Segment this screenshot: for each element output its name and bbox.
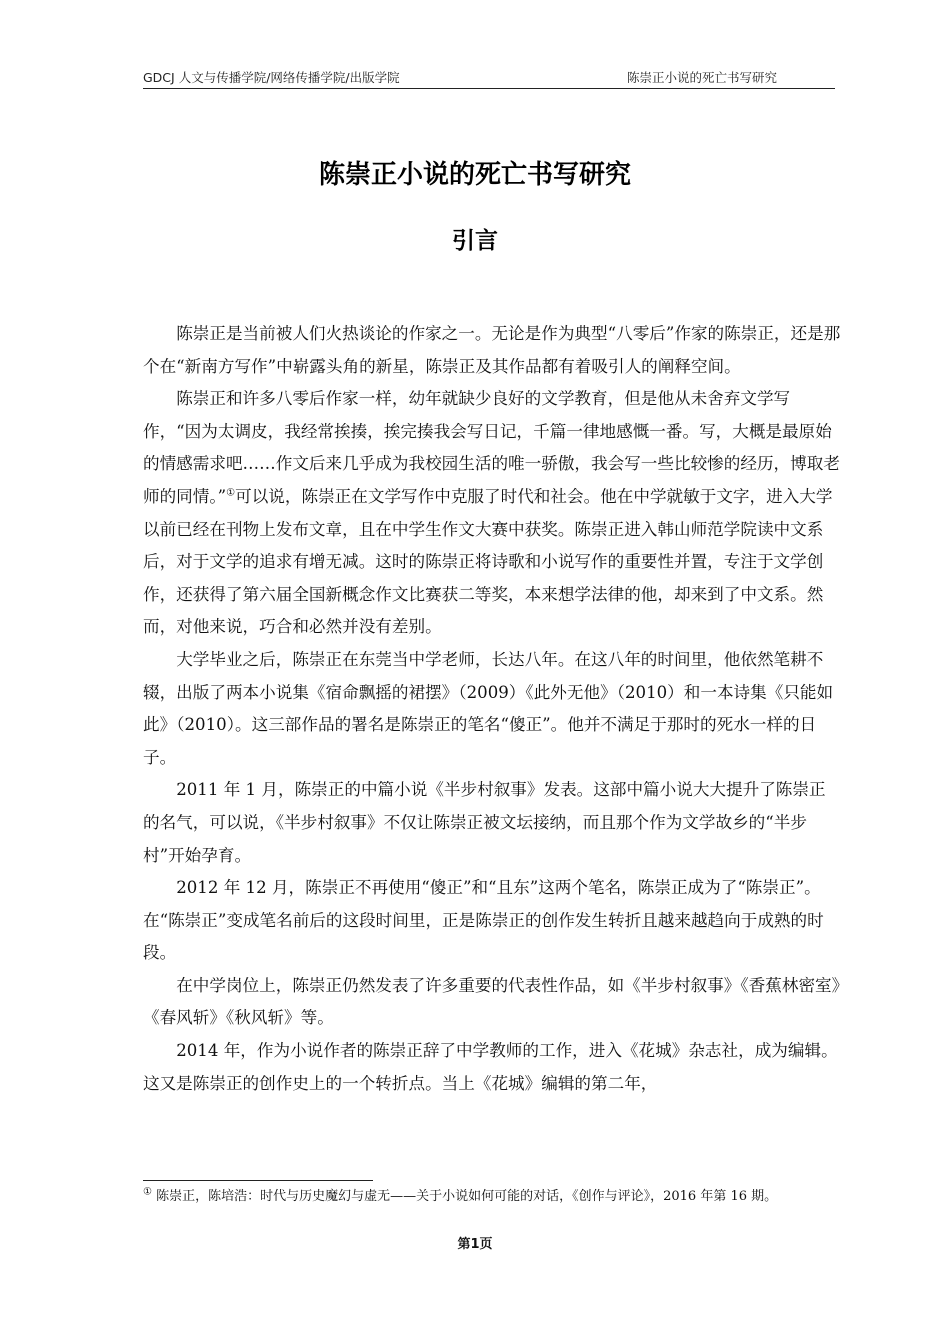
section-title: 引言: [452, 228, 498, 254]
paragraph: 2012 年 12 月，陈崇正不再使用“傻正”和“且东”这两个笔名，陈崇正成为了“陈崇正”。在“陈崇正”变成笔名前后的这段时间里，正是陈崇正的创作发生转折且越来越趋向于成熟的时段。: [143, 878, 824, 963]
paragraph-quote: 陈崇正和许多八零后作家一样，幼年就缺少良好的文学教育，但是他从未舍弃文学写作，“因为太调皮，我经常挨揍，挨完揍我会写日记，千篇一律地感慨一番。写，大概是最原始的情感需求吧……作文后来几乎成为我校园生活的唯一骄傲，我会写一些比较惨的经历，博取老师的同情。”: [143, 389, 840, 506]
paragraph: 大学毕业之后，陈崇正在东莞当中学老师，长达八年。在这八年的时间里，他依然笔耕不辍，出版了两本小说集《宿命飘摇的裙摆》（2009）《此外无他》（2010）和一本诗集《只能如此》（2010）。这三部作品的署名是陈崇正的笔名“傻正”。他并不满足于那时的死水一样的日子。: [143, 649, 834, 767]
paragraph: [143, 383, 841, 644]
header-institution: GDCJ 人文与传播学院/网络传播学院/出版学院: [143, 70, 400, 85]
paragraph: 陈崇正是当前被人们火热谈论的作家之一。无论是作为典型“八零后”作家的陈崇正，还是那个在“新南方写作”中崭露头角的新星，陈崇正及其作品都有着吸引人的阐释空间。: [143, 324, 841, 376]
header-paper-title: 陈崇正小说的死亡书写研究: [626, 70, 777, 85]
running-header: [143, 66, 835, 89]
footnote-divider: [143, 1180, 373, 1181]
footnote-ref: ①: [226, 487, 236, 499]
paragraph-continuation: 可以说，陈崇正在文学写作中克服了时代和社会。他在中学就敏于文字，进入大学以前已经在刊物上发布文章，且在中学生作文大赛中获奖。陈崇正进入韩山师范学院读中文系后，对于文学的追求有增无减。这时的陈崇正将诗歌和小说写作的重要性并置，专注于文学创作，还获得了第六届全国新概念作文比赛获二等奖，本来想学法律的他，却来到了中文系。然而，对他来说，巧合和必然并没有差别。: [143, 486, 833, 637]
page-number: 第1页: [457, 1237, 493, 1252]
body-text: [143, 318, 841, 1100]
footnote: [143, 1186, 839, 1207]
footnote-marker: ①: [143, 1186, 152, 1198]
paper-title: 陈崇正小说的死亡书写研究: [318, 160, 631, 190]
paragraph: 在中学岗位上，陈崇正仍然发表了许多重要的代表性作品，如《半步村叙事》《香蕉林密室》《春风斩》《秋风斩》等。: [143, 975, 840, 1028]
footnote-text: 陈崇正，陈培浩：时代与历史魔幻与虚无——关于小说如何可能的对话，《创作与评论》，2016 年第 16 期。: [156, 1189, 778, 1204]
paragraph: 2011 年 1 月，陈崇正的中篇小说《半步村叙事》发表。这部中篇小说大大提升了陈崇正的名气，可以说，《半步村叙事》不仅让陈崇正被文坛接纳，而且那个作为文学故乡的“半步村”开始孕育。: [143, 780, 826, 865]
paragraph: 2014 年，作为小说作者的陈崇正辞了中学教师的工作，进入《花城》杂志社，成为编辑。这又是陈崇正的创作史上的一个转折点。当上《花城》编辑的第二年，: [143, 1041, 838, 1093]
